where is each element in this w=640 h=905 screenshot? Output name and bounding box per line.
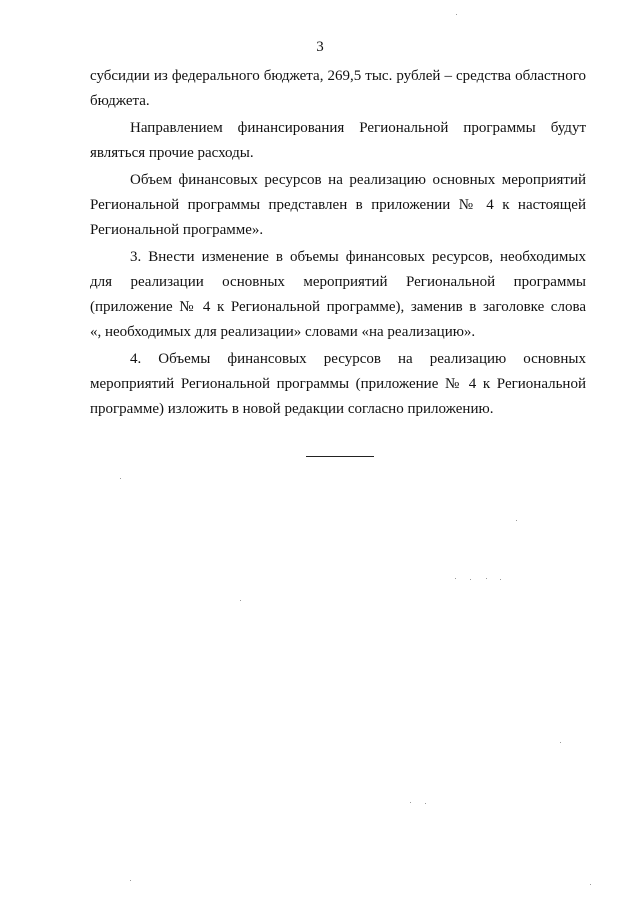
scan-speck (130, 880, 131, 881)
text-line: для реализации основных мероприятий Региональной программы (90, 274, 586, 290)
text-line: являться прочие расходы. (90, 145, 254, 161)
page-number: 3 (316, 39, 324, 55)
text-line: Региональной программе». (90, 222, 264, 238)
text-line: «, необходимых для реализации» словами «на реализацию». (90, 324, 476, 340)
text-line: Региональной программы представлен в приложении № 4 к настоящей (90, 197, 586, 213)
scan-speck (486, 578, 487, 579)
scan-speck (516, 520, 517, 521)
text-line: субсидии из федерального бюджета, 269,5 тыс. рублей – средства областного (90, 68, 586, 84)
text-line: бюджета. (90, 93, 150, 109)
scan-speck (500, 579, 501, 580)
text-line: Направлением финансирования Региональной программы будут (130, 120, 586, 136)
text-line: (приложение № 4 к Региональной программе), заменив в заголовке слова (90, 299, 586, 315)
scan-speck (240, 600, 241, 601)
scan-speck (470, 579, 471, 580)
text-line: Объем финансовых ресурсов на реализацию основных мероприятий (130, 172, 586, 188)
text-line: программе) изложить в новой редакции согласно приложению. (90, 401, 494, 417)
scan-speck (455, 578, 456, 579)
scan-speck (120, 478, 121, 479)
scan-speck (410, 802, 411, 803)
scan-speck (456, 14, 457, 15)
end-separator-line (306, 456, 374, 457)
scan-speck (590, 884, 591, 885)
scan-speck (560, 742, 561, 743)
scan-speck (425, 803, 426, 804)
text-line: мероприятий Региональной программы (приложение № 4 к Региональной (90, 376, 586, 392)
text-line: 4. Объемы финансовых ресурсов на реализацию основных (130, 351, 586, 367)
text-line: 3. Внести изменение в объемы финансовых ресурсов, необходимых (130, 249, 586, 265)
